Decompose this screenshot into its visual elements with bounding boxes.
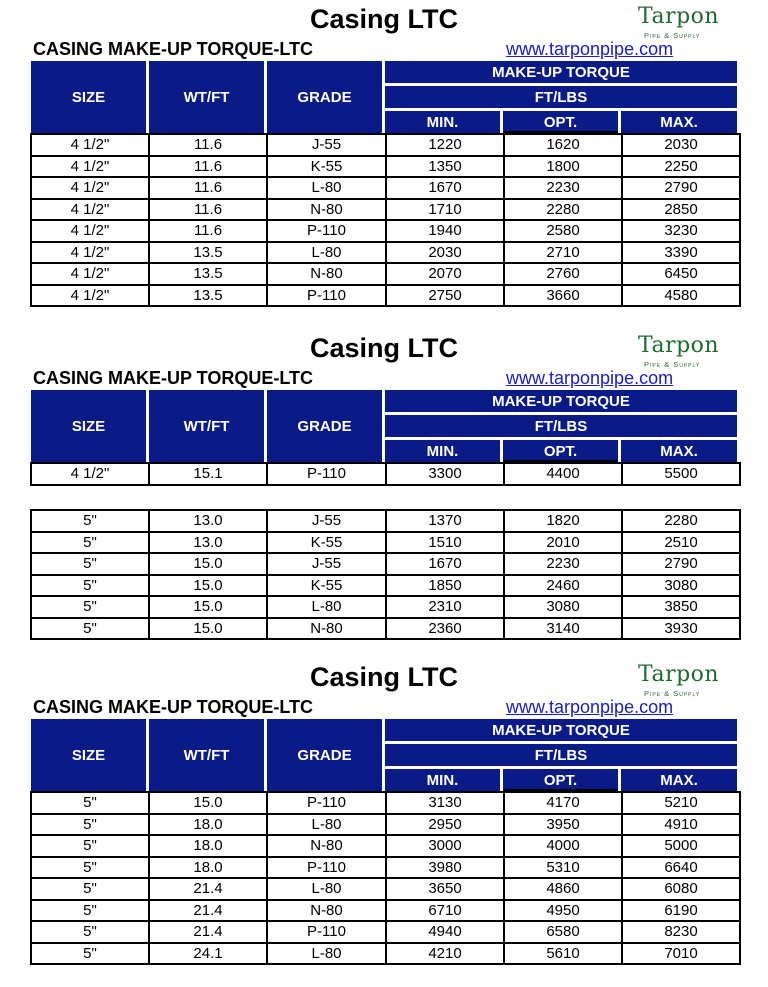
cell-max: 3080 xyxy=(622,575,740,597)
table-row xyxy=(31,900,740,922)
cell-opt: 6580 xyxy=(504,921,622,943)
torque-table xyxy=(30,509,741,640)
cell-max: 5210 xyxy=(622,792,740,814)
cell-size: 4 1/2" xyxy=(31,242,149,264)
cell-grade: L-80 xyxy=(267,943,386,965)
cell-grade: P-110 xyxy=(267,463,386,485)
table-row xyxy=(31,618,740,640)
cell-min: 1510 xyxy=(386,532,504,554)
cell-opt: 2280 xyxy=(504,199,622,221)
cell-max: 6640 xyxy=(622,857,740,879)
table-row xyxy=(31,596,740,618)
cell-size: 4 1/2" xyxy=(31,220,149,242)
cell-grade: L-80 xyxy=(267,596,386,618)
cell-size: 4 1/2" xyxy=(31,263,149,285)
logo-brand: Tarpon xyxy=(638,333,720,358)
cell-size: 5" xyxy=(31,618,149,640)
cell-max: 8230 xyxy=(622,921,740,943)
cell-opt: 5310 xyxy=(504,857,622,879)
cell-wt-ft: 11.6 xyxy=(149,156,267,178)
cell-wt-ft: 15.0 xyxy=(149,618,267,640)
logo-brand: Tarpon xyxy=(638,662,720,687)
cell-wt-ft: 15.0 xyxy=(149,792,267,814)
cell-wt-ft: 13.5 xyxy=(149,242,267,264)
cell-wt-ft: 21.4 xyxy=(149,900,267,922)
cell-size: 5" xyxy=(31,553,149,575)
header-makeup-torque: MAKE-UP TORQUE xyxy=(385,719,737,741)
cell-grade: P-110 xyxy=(267,857,386,879)
torque-table xyxy=(30,133,741,307)
table-row xyxy=(31,878,740,900)
cell-min: 2360 xyxy=(386,618,504,640)
cell-wt-ft: 18.0 xyxy=(149,835,267,857)
cell-min: 4210 xyxy=(386,943,504,965)
cell-grade: N-80 xyxy=(267,618,386,640)
cell-wt-ft: 13.0 xyxy=(149,510,267,532)
cell-opt: 1800 xyxy=(504,156,622,178)
cell-opt: 2230 xyxy=(504,553,622,575)
cell-size: 4 1/2" xyxy=(31,285,149,307)
cell-min: 3650 xyxy=(386,878,504,900)
cell-min: 1370 xyxy=(386,510,504,532)
cell-min: 1350 xyxy=(386,156,504,178)
cell-max: 7010 xyxy=(622,943,740,965)
header-wt-ft: WT/FT xyxy=(149,390,264,462)
cell-opt: 4170 xyxy=(504,792,622,814)
cell-wt-ft: 13.5 xyxy=(149,285,267,307)
table-row xyxy=(31,134,740,156)
table-row xyxy=(31,220,740,242)
cell-opt: 5610 xyxy=(504,943,622,965)
cell-opt: 2710 xyxy=(504,242,622,264)
cell-min: 6710 xyxy=(386,900,504,922)
cell-size: 5" xyxy=(31,575,149,597)
cell-wt-ft: 15.0 xyxy=(149,596,267,618)
cell-size: 4 1/2" xyxy=(31,134,149,156)
header-ft-lbs: FT/LBS xyxy=(385,744,737,766)
cell-size: 5" xyxy=(31,878,149,900)
table-row xyxy=(31,532,740,554)
cell-wt-ft: 21.4 xyxy=(149,921,267,943)
header-min: MIN. xyxy=(385,440,500,462)
cell-wt-ft: 13.0 xyxy=(149,532,267,554)
logo-tagline: Pipe & Supply xyxy=(644,31,701,40)
cell-max: 5500 xyxy=(622,463,740,485)
cell-min: 3130 xyxy=(386,792,504,814)
cell-wt-ft: 18.0 xyxy=(149,857,267,879)
table-row xyxy=(31,199,740,221)
section-subtitle: CASING MAKE-UP TORQUE-LTC xyxy=(33,697,314,717)
cell-max: 3850 xyxy=(622,596,740,618)
header-opt: OPT. xyxy=(503,769,618,791)
cell-wt-ft: 11.6 xyxy=(149,220,267,242)
cell-wt-ft: 24.1 xyxy=(149,943,267,965)
cell-min: 4940 xyxy=(386,921,504,943)
cell-min: 2070 xyxy=(386,263,504,285)
cell-grade: J-55 xyxy=(267,510,386,532)
cell-min: 2310 xyxy=(386,596,504,618)
cell-wt-ft: 15.1 xyxy=(149,463,267,485)
cell-max: 3390 xyxy=(622,242,740,264)
page-title: Casing LTC xyxy=(310,333,458,363)
cell-grade: N-80 xyxy=(267,199,386,221)
cell-wt-ft: 21.4 xyxy=(149,878,267,900)
cell-grade: J-55 xyxy=(267,134,386,156)
page-title: Casing LTC xyxy=(310,662,458,692)
cell-size: 5" xyxy=(31,857,149,879)
header-grade: GRADE xyxy=(267,390,382,462)
table-row xyxy=(31,943,740,965)
cell-size: 5" xyxy=(31,596,149,618)
header-ft-lbs: FT/LBS xyxy=(385,86,737,108)
cell-wt-ft: 11.6 xyxy=(149,199,267,221)
cell-max: 4910 xyxy=(622,814,740,836)
header-wt-ft: WT/FT xyxy=(149,61,264,133)
cell-min: 1940 xyxy=(386,220,504,242)
cell-grade: K-55 xyxy=(267,532,386,554)
cell-opt: 2010 xyxy=(504,532,622,554)
header-size: SIZE xyxy=(31,719,146,791)
cell-max: 2030 xyxy=(622,134,740,156)
cell-opt: 3080 xyxy=(504,596,622,618)
cell-grade: P-110 xyxy=(267,921,386,943)
cell-grade: L-80 xyxy=(267,177,386,199)
cell-size: 5" xyxy=(31,814,149,836)
section-subtitle: CASING MAKE-UP TORQUE-LTC xyxy=(33,368,314,388)
cell-max: 2510 xyxy=(622,532,740,554)
cell-opt: 2230 xyxy=(504,177,622,199)
cell-wt-ft: 13.5 xyxy=(149,263,267,285)
cell-size: 5" xyxy=(31,900,149,922)
cell-grade: L-80 xyxy=(267,814,386,836)
cell-min: 2750 xyxy=(386,285,504,307)
cell-max: 4580 xyxy=(622,285,740,307)
header-makeup-torque: MAKE-UP TORQUE xyxy=(385,61,737,83)
cell-grade: P-110 xyxy=(267,285,386,307)
cell-wt-ft: 15.0 xyxy=(149,575,267,597)
cell-min: 3300 xyxy=(386,463,504,485)
table-row xyxy=(31,156,740,178)
header-size: SIZE xyxy=(31,61,146,133)
cell-opt: 1620 xyxy=(504,134,622,156)
torque-table xyxy=(30,462,741,486)
cell-grade: J-55 xyxy=(267,553,386,575)
cell-max: 6450 xyxy=(622,263,740,285)
cell-grade: P-110 xyxy=(267,792,386,814)
cell-opt: 4000 xyxy=(504,835,622,857)
cell-grade: L-80 xyxy=(267,878,386,900)
cell-min: 3980 xyxy=(386,857,504,879)
cell-min: 2030 xyxy=(386,242,504,264)
cell-opt: 2760 xyxy=(504,263,622,285)
cell-size: 4 1/2" xyxy=(31,177,149,199)
cell-opt: 1820 xyxy=(504,510,622,532)
section-subtitle: CASING MAKE-UP TORQUE-LTC xyxy=(33,39,314,59)
header-opt: OPT. xyxy=(503,111,618,133)
logo-tagline: Pipe & Supply xyxy=(644,360,701,369)
cell-min: 1670 xyxy=(386,553,504,575)
cell-size: 4 1/2" xyxy=(31,156,149,178)
logo-brand: Tarpon xyxy=(638,4,720,29)
logo-tagline: Pipe & Supply xyxy=(644,689,701,698)
cell-opt: 3660 xyxy=(504,285,622,307)
header-grade: GRADE xyxy=(267,61,382,133)
header-min: MIN. xyxy=(385,769,500,791)
table-row xyxy=(31,857,740,879)
cell-max: 6080 xyxy=(622,878,740,900)
cell-max: 2850 xyxy=(622,199,740,221)
cell-wt-ft: 11.6 xyxy=(149,134,267,156)
header-min: MIN. xyxy=(385,111,500,133)
header-max: MAX. xyxy=(621,769,737,791)
table-row xyxy=(31,814,740,836)
table-row xyxy=(31,835,740,857)
table-row xyxy=(31,177,740,199)
header-wt-ft: WT/FT xyxy=(149,719,264,791)
header-max: MAX. xyxy=(621,440,737,462)
header-grade: GRADE xyxy=(267,719,382,791)
website-link[interactable]: www.tarponpipe.com xyxy=(506,39,674,59)
cell-size: 5" xyxy=(31,921,149,943)
cell-min: 2950 xyxy=(386,814,504,836)
cell-opt: 3140 xyxy=(504,618,622,640)
table-row xyxy=(31,242,740,264)
table-row xyxy=(31,575,740,597)
cell-max: 2790 xyxy=(622,553,740,575)
cell-min: 1710 xyxy=(386,199,504,221)
header-makeup-torque: MAKE-UP TORQUE xyxy=(385,390,737,412)
cell-max: 2790 xyxy=(622,177,740,199)
cell-max: 3230 xyxy=(622,220,740,242)
torque-table xyxy=(30,791,741,965)
cell-opt: 4950 xyxy=(504,900,622,922)
page-title: Casing LTC xyxy=(310,4,458,34)
cell-max: 3930 xyxy=(622,618,740,640)
cell-opt: 2580 xyxy=(504,220,622,242)
table-row xyxy=(31,553,740,575)
cell-wt-ft: 15.0 xyxy=(149,553,267,575)
cell-opt: 2460 xyxy=(504,575,622,597)
cell-max: 6190 xyxy=(622,900,740,922)
cell-size: 4 1/2" xyxy=(31,463,149,485)
cell-min: 1850 xyxy=(386,575,504,597)
website-link[interactable]: www.tarponpipe.com xyxy=(506,697,674,717)
table-row xyxy=(31,792,740,814)
cell-size: 4 1/2" xyxy=(31,199,149,221)
table-row xyxy=(31,921,740,943)
cell-wt-ft: 11.6 xyxy=(149,177,267,199)
cell-grade: K-55 xyxy=(267,156,386,178)
cell-grade: N-80 xyxy=(267,263,386,285)
cell-size: 5" xyxy=(31,943,149,965)
cell-grade: N-80 xyxy=(267,835,386,857)
cell-max: 2250 xyxy=(622,156,740,178)
header-size: SIZE xyxy=(31,390,146,462)
cell-min: 3000 xyxy=(386,835,504,857)
table-row xyxy=(31,510,740,532)
cell-grade: K-55 xyxy=(267,575,386,597)
cell-max: 5000 xyxy=(622,835,740,857)
cell-opt: 3950 xyxy=(504,814,622,836)
header-max: MAX. xyxy=(621,111,737,133)
cell-opt: 4400 xyxy=(504,463,622,485)
header-ft-lbs: FT/LBS xyxy=(385,415,737,437)
website-link[interactable]: www.tarponpipe.com xyxy=(506,368,674,388)
cell-size: 5" xyxy=(31,835,149,857)
cell-opt: 4860 xyxy=(504,878,622,900)
table-row xyxy=(31,463,740,485)
cell-grade: N-80 xyxy=(267,900,386,922)
cell-size: 5" xyxy=(31,510,149,532)
cell-min: 1220 xyxy=(386,134,504,156)
header-opt: OPT. xyxy=(503,440,618,462)
cell-size: 5" xyxy=(31,532,149,554)
cell-grade: L-80 xyxy=(267,242,386,264)
cell-max: 2280 xyxy=(622,510,740,532)
table-row xyxy=(31,285,740,307)
cell-size: 5" xyxy=(31,792,149,814)
cell-grade: P-110 xyxy=(267,220,386,242)
cell-min: 1670 xyxy=(386,177,504,199)
table-row xyxy=(31,263,740,285)
cell-wt-ft: 18.0 xyxy=(149,814,267,836)
